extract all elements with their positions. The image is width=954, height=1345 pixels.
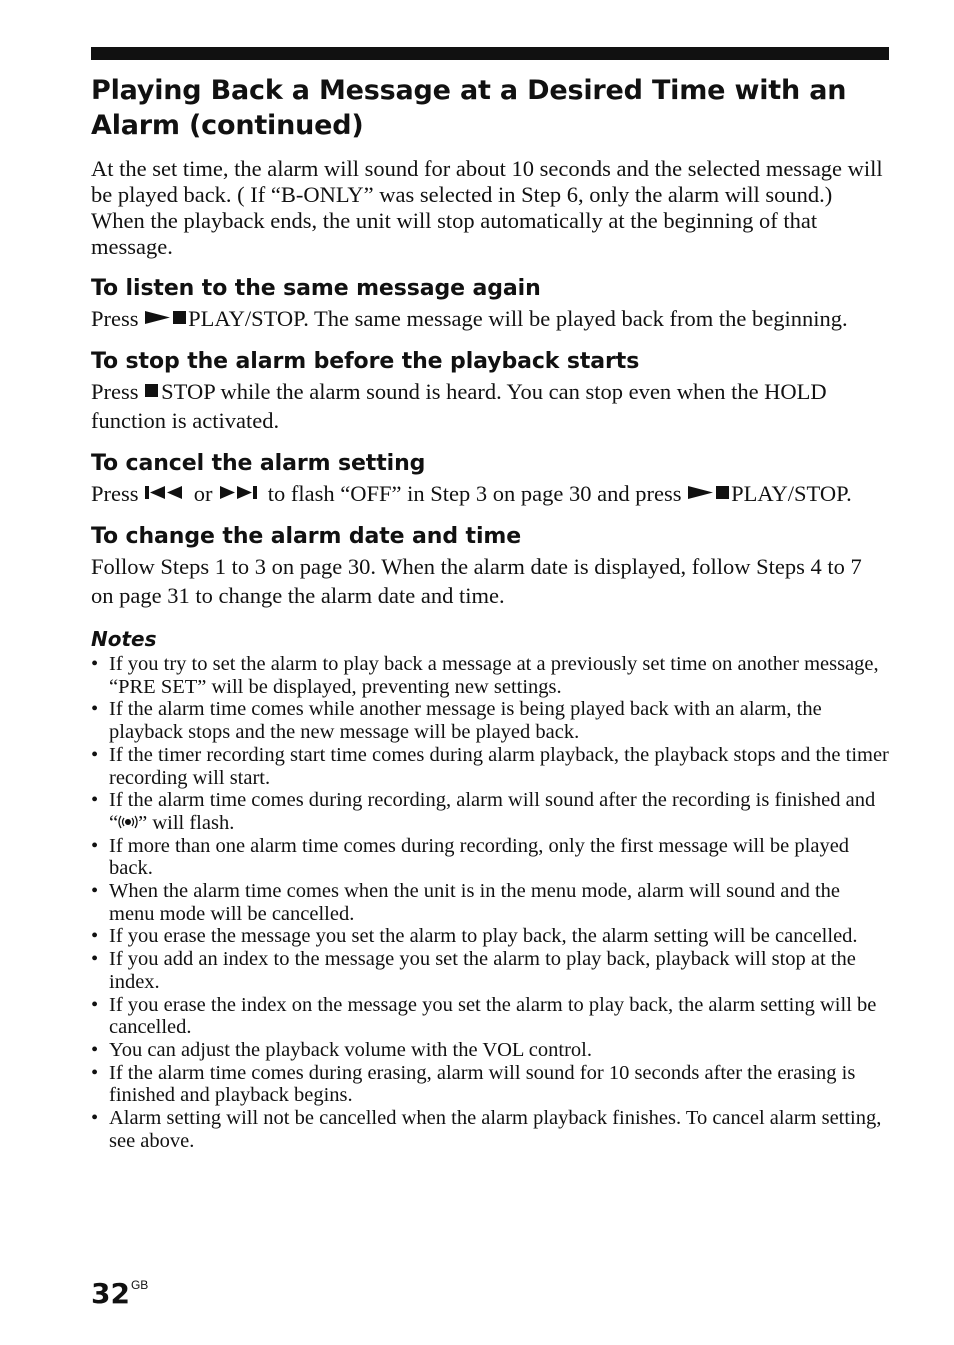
note-item: • If more than one alarm time comes during recording, only the first message will be played back.: [91, 835, 889, 880]
note-item: • If the alarm time comes while another message is being played back with an alarm, the playback stops and the new message will be played back.: [91, 698, 889, 743]
notes-list: [91, 653, 889, 1152]
section-heading: To listen to the same message again: [91, 276, 541, 301]
note-item: • When the alarm time comes when the unit is in the menu mode, alarm will sound and the menu mode will be cancelled.: [91, 880, 889, 925]
note-item: • Alarm setting will not be cancelled when the alarm playback finishes. To cancel alarm setting, see above.: [91, 1107, 889, 1152]
intro-paragraph-2: When the playback ends, the unit will stop automatically at the beginning of that message.: [91, 208, 818, 259]
note-item: • If you erase the message you set the alarm to play back, the alarm setting will be cancelled.: [91, 925, 889, 948]
section-heading: To cancel the alarm setting: [91, 451, 426, 476]
note-item: • If the alarm time comes during erasing, alarm will sound for 10 seconds after the erasing is finished and playback begins.: [91, 1062, 889, 1107]
previous-track-icon: [144, 483, 188, 501]
section-text: Follow Steps 1 to 3 on page 30. When the alarm date is displayed, follow Steps 4 to 7 on page 31 to change the alarm date and time.: [91, 554, 862, 608]
note-item: • If you add an index to the message you set the alarm to play back, playback will stop at the index.: [91, 948, 889, 993]
page-title: Playing Back a Message at a Desired Time with an Alarm (continued): [91, 75, 847, 141]
section-text: Press or to flash “OFF” in Step 3 on page 30 and press PLAY/STOP.: [91, 481, 852, 506]
play-stop-icon: [687, 483, 731, 501]
intro-paragraph-1: At the set time, the alarm will sound for about 10 seconds and the selected message will be played back. ( If “B-ONLY” was selected in Step 6, only the alarm will sound.): [91, 156, 883, 207]
note-item: • You can adjust the playback volume with the VOL control.: [91, 1039, 889, 1062]
manual-page: [91, 47, 889, 1152]
section-text: Press PLAY/STOP. The same message will be played back from the beginning.: [91, 306, 848, 331]
page-number: $32^{GB}$: [91, 1277, 149, 1310]
section-listen-again: [91, 274, 889, 333]
page-number-suffix: GB: [130, 1278, 149, 1292]
play-stop-icon: [144, 308, 188, 326]
section-stop-alarm: [91, 347, 889, 435]
next-track-icon: [218, 483, 262, 501]
note-item: • If the alarm time comes during recording, alarm will sound after the recording is finished and “ ” will flash.: [91, 789, 889, 834]
alarm-indicator-icon: [118, 815, 138, 829]
section-change-alarm: [91, 522, 889, 610]
section-text: Press STOP while the alarm sound is heard. You can stop even when the HOLD function is activated.: [91, 379, 827, 433]
title-rule: [91, 47, 889, 60]
note-item: • If the timer recording start time comes during alarm playback, the playback stops and the timer recording will start.: [91, 744, 889, 789]
stop-icon: [144, 381, 161, 399]
intro: [91, 156, 889, 260]
notes-title: Notes: [91, 627, 157, 651]
section-heading: To stop the alarm before the playback starts: [91, 349, 640, 374]
section-heading: To change the alarm date and time: [91, 524, 522, 549]
section-cancel-alarm: [91, 449, 889, 508]
note-item: • If you erase the index on the message you set the alarm to play back, the alarm setting will be cancelled.: [91, 994, 889, 1039]
note-item: • If you try to set the alarm to play back a message at a previously set time on another message, “PRE SET” will be displayed, preventing new settings.: [91, 653, 889, 698]
